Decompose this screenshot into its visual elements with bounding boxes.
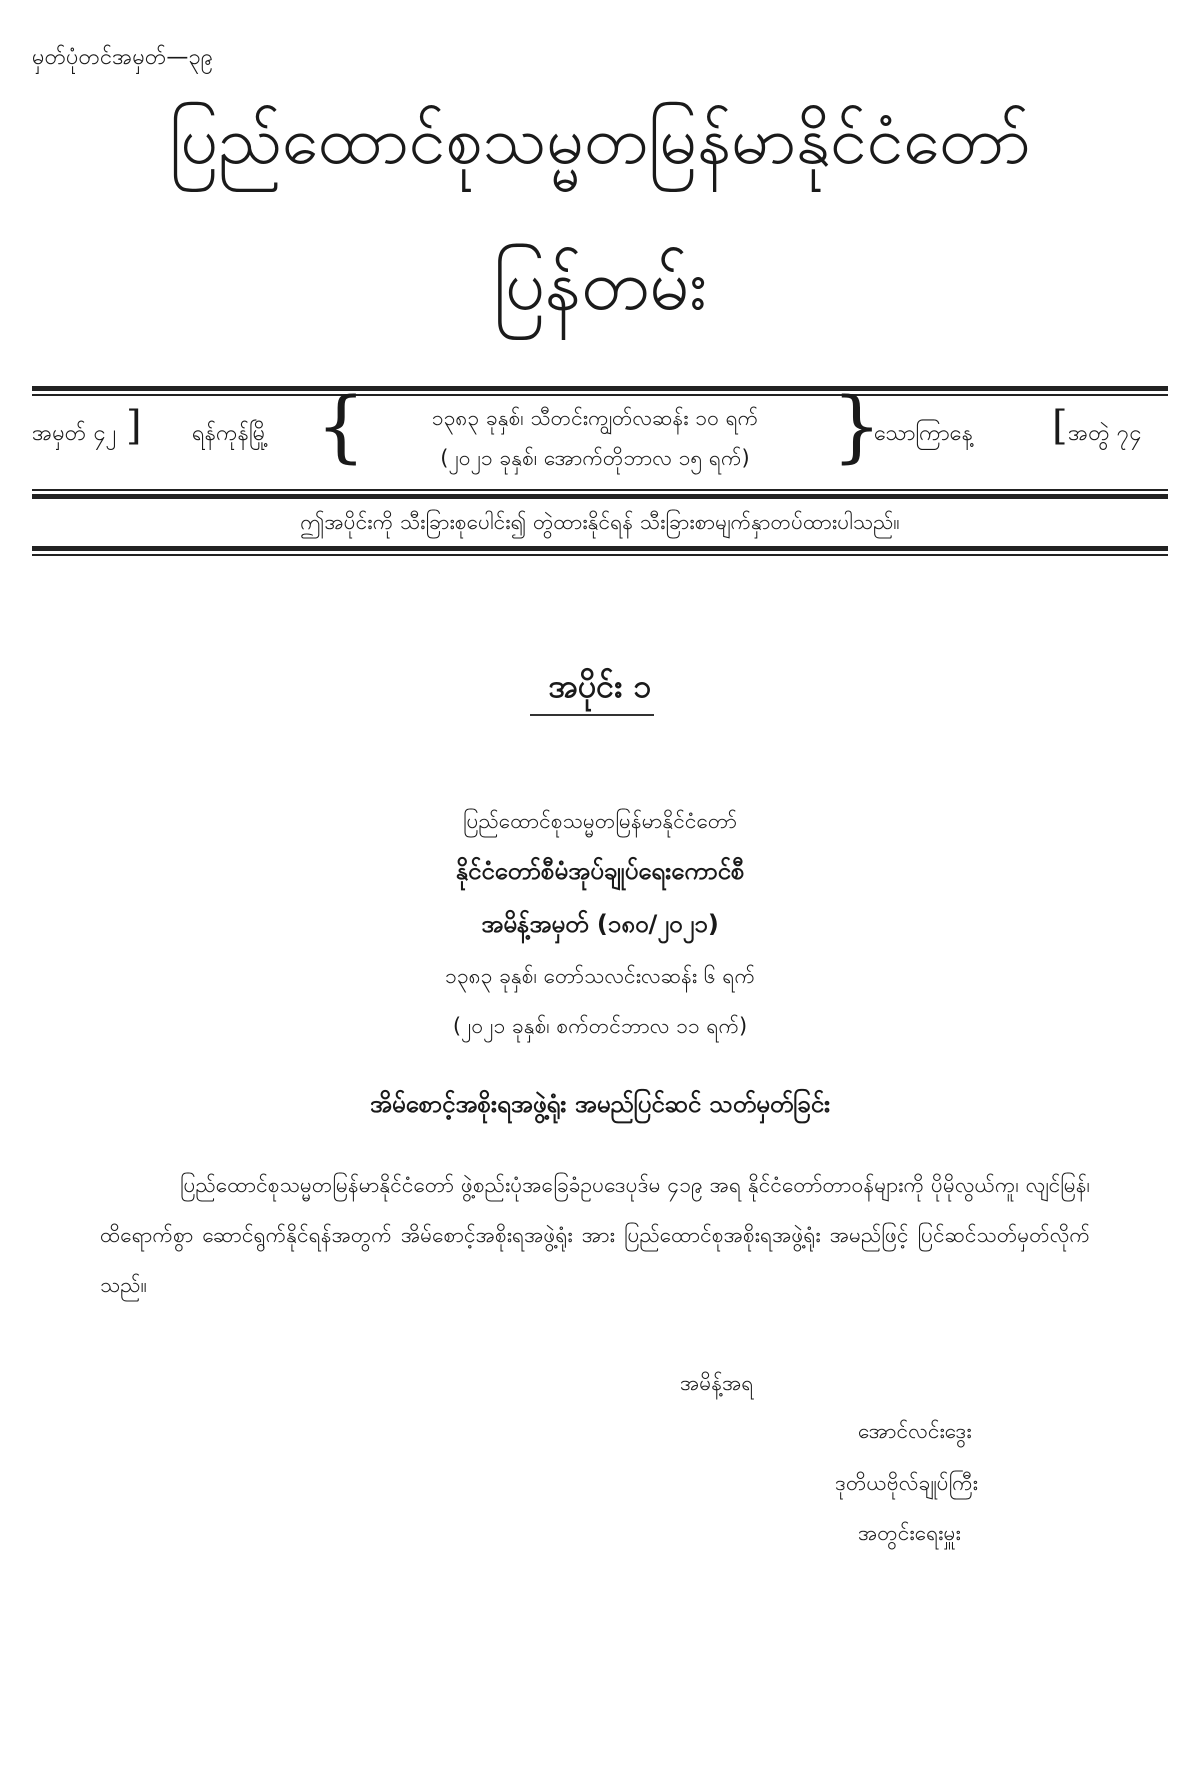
issue-weekday: သောကြာနေ့ — [874, 421, 973, 446]
issue-date-en: (၂၀၂၁ ခုနှစ်၊ အောက်တိုဘာလ ၁၅ ရက်) — [440, 446, 750, 470]
open-brace: { — [316, 382, 366, 472]
gazette-subtitle: ပြန်တမ်း — [493, 244, 707, 326]
volume-bracket: [ — [1052, 403, 1068, 449]
signatory-rank: ဒုတိယဗိုလ်ချုပ်ကြီး — [835, 1471, 979, 1495]
signatory-name: အောင်လင်းဒွေး — [858, 1419, 972, 1443]
separate-page-notice: ဤအပိုင်းကို သီးခြားစုပေါင်း၍ တွဲထားနိုင်ရန် သီးခြားစာမျက်နှာတပ်ထားပါသည်။ — [300, 510, 900, 534]
header-rule-mid-thick — [32, 494, 1168, 499]
part-heading-underline — [530, 714, 654, 716]
issue-place: ရန်ကုန်မြို့ — [192, 421, 269, 446]
gazette-title: ပြည်ထောင်စုသမ္မတမြန်မာနိုင်ငံတော် — [169, 102, 1031, 179]
close-brace: } — [832, 382, 882, 472]
header-rule-mid-thin — [32, 489, 1168, 491]
notice-rule-thick — [32, 546, 1168, 551]
issuer-council: နိုင်ငံတော်စီမံအုပ်ချုပ်ရေးကောင်စီ — [455, 857, 745, 885]
header-rule-top-thin — [32, 394, 1168, 396]
issue-number-bracket: ] — [126, 403, 142, 449]
part-heading: အပိုင်း ၁ — [548, 667, 652, 705]
order-body: ပြည်ထောင်စုသမ္မတမြန်မာနိုင်ငံတော် ဖွဲ့စည်းပုံအခြေခံဥပဒေပုဒ်မ ၄၁၉ အရ နိုင်ငံတော်တာဝန်များကို ပိုမိုလွယ်ကူ၊ လျင်မြန်၊ ထိရောက်စွာ ဆောင်ရွက်နိုင်ရန်အတွက် အိမ်စောင့်အစိုးရအဖွဲ့ရုံး အား ပြည်ထောင်စုအစိုးရအဖွဲ့ရုံး အမည်ဖြင့် ပြင်ဆင်သတ်မှတ်လိုက်သည်။ — [100, 1173, 1090, 1297]
order-date-en: (၂၀၂၁ ခုနှစ်၊ စက်တင်ဘာလ ၁၁ ရက်) — [452, 1014, 748, 1038]
printing-number: မှတ်ပုံတင်အမှတ်—၃၉ — [32, 45, 214, 70]
order-number: အမိန့်အမှတ် (၁၈၀/၂၀၂၁) — [481, 910, 719, 938]
issue-date-mm: ၁၃၈၃ ခုနှစ်၊ သီတင်းကျွတ်လဆန်း ၁၀ ရက် — [431, 406, 759, 430]
issuer-state: ပြည်ထောင်စုသမ္မတမြန်မာနိုင်ငံတော် — [462, 809, 737, 833]
header-rule-top-thick — [32, 386, 1168, 391]
volume-number: အတွဲ ၇၄ — [1068, 421, 1142, 446]
by-order: အမိန့်အရ — [680, 1371, 754, 1395]
order-subject: အိမ်စောင့်အစိုးရအဖွဲ့ရုံး အမည်ပြင်ဆင် သတ်မှတ်ခြင်း — [369, 1090, 831, 1118]
notice-rule-thin — [32, 554, 1168, 556]
signatory-title: အတွင်းရေးမှူး — [858, 1521, 961, 1545]
order-date-mm: ၁၃၈၃ ခုနှစ်၊ တော်သလင်းလဆန်း ၆ ရက် — [445, 964, 755, 988]
issue-number: အမှတ် ၄၂ — [32, 421, 117, 446]
